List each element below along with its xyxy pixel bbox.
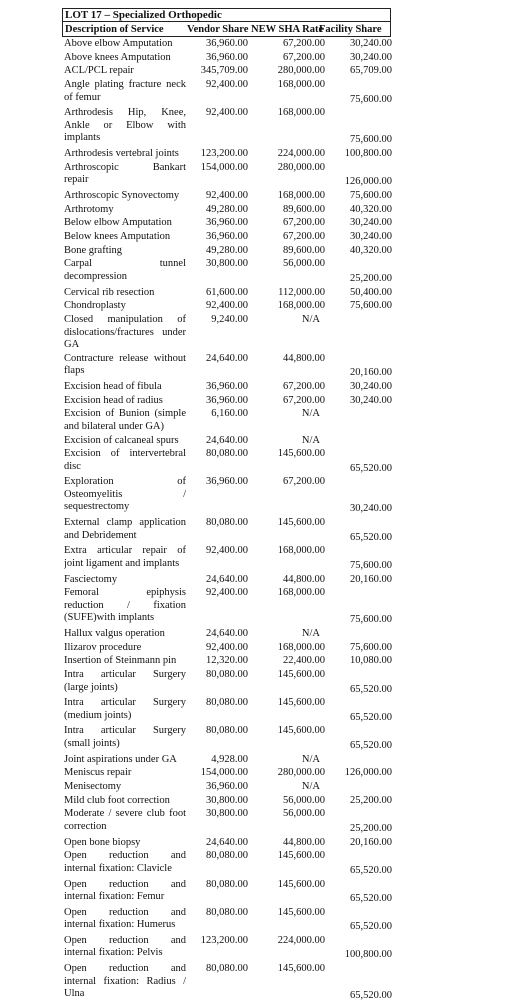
service-description	[64, 231, 186, 244]
description-line: internal fixation: Clavicle	[64, 862, 172, 874]
service-description	[64, 767, 186, 780]
service-description	[64, 879, 186, 904]
description-line: internal fixation: Pelvis	[64, 947, 163, 959]
description-line: Insertion of Steinmann pin	[64, 655, 177, 667]
service-description	[64, 435, 186, 448]
description-line: Carpal tunnel	[64, 258, 186, 270]
sha-rate: 145,600.00	[277, 906, 325, 918]
vendor-share: 123,200.00	[200, 934, 248, 946]
service-description	[64, 963, 186, 1001]
vendor-share: 80,080.00	[206, 725, 248, 737]
service-description	[64, 381, 186, 394]
service-description	[64, 781, 186, 794]
vendor-share: 24,640.00	[206, 434, 248, 446]
facility-share: 65,520.00	[350, 711, 392, 723]
service-description	[64, 725, 186, 750]
sha-rate: 224,000.00	[277, 934, 325, 946]
description-line: (small joints)	[64, 737, 120, 749]
description-line: Excision of intervertebral	[64, 448, 186, 460]
facility-share: 10,080.00	[350, 655, 392, 667]
sha-rate: 44,800.00	[283, 836, 325, 848]
facility-share: 75,600.00	[350, 559, 392, 571]
facility-share: 30,240.00	[350, 394, 392, 406]
description-line: Below elbow Amputation	[64, 217, 172, 229]
facility-share: 25,200.00	[350, 794, 392, 806]
description-line: (large joints)	[64, 681, 118, 693]
description-line: Excision head of radius	[64, 394, 163, 406]
sha-rate: 44,800.00	[283, 352, 325, 364]
description-line: and bilateral under GA)	[64, 420, 165, 432]
facility-share: 25,200.00	[350, 822, 392, 834]
description-line: Open reduction and	[64, 963, 186, 975]
service-description	[64, 545, 186, 570]
header-facility: Facility Share	[319, 24, 382, 35]
facility-share: 30,240.00	[350, 231, 392, 242]
service-description	[64, 754, 186, 767]
sha-rate: 67,200.00	[283, 51, 325, 63]
facility-share: 50,400.00	[350, 286, 392, 298]
description-line: Arthrotomy	[64, 203, 114, 215]
vendor-share: 80,080.00	[206, 963, 248, 975]
description-line: Osteomyelitis /	[64, 488, 186, 500]
sha-rate: 89,600.00	[283, 203, 325, 215]
facility-share: 126,000.00	[344, 767, 392, 779]
facility-share: 30,240.00	[350, 503, 392, 515]
service-description	[64, 162, 186, 187]
sha-rate: 145,600.00	[277, 669, 325, 680]
facility-share: 65,520.00	[350, 739, 392, 751]
service-description	[64, 217, 186, 230]
sha-rate: 112,000.00	[278, 286, 325, 298]
sha-rate: 168,000.00	[277, 641, 325, 653]
sha-rate: 22,400.00	[283, 655, 325, 667]
service-description	[64, 697, 186, 722]
sha-rate: 168,000.00	[277, 79, 325, 91]
sha-rate: 56,000.00	[283, 258, 325, 270]
description-line: Intra articular Surgery	[64, 725, 186, 737]
vendor-share: 80,080.00	[206, 906, 248, 918]
vendor-share: 80,080.00	[206, 448, 248, 460]
vendor-share: 36,960.00	[206, 781, 248, 792]
service-description	[64, 574, 186, 587]
description-line: reduction / fixation	[64, 599, 186, 611]
description-line: Ulna	[64, 988, 85, 1000]
description-line: Below knees Amputation	[64, 231, 171, 242]
facility-share: 65,520.00	[350, 893, 392, 904]
service-description	[64, 300, 186, 313]
description-line: dislocations/fractures under	[64, 326, 186, 338]
description-line: Menisectomy	[64, 781, 122, 792]
service-description	[64, 245, 186, 258]
description-line: Above knees Amputation	[64, 51, 171, 63]
service-description	[64, 353, 186, 378]
vendor-share: 12,320.00	[206, 655, 248, 667]
service-description	[64, 628, 186, 641]
vendor-share: 92,400.00	[206, 545, 248, 557]
vendor-share: 36,960.00	[206, 231, 248, 242]
description-line: Ankle or Elbow with	[64, 119, 186, 131]
service-description	[64, 795, 186, 808]
vendor-share: 36,960.00	[206, 51, 248, 63]
description-line: Joint aspirations under GA	[64, 753, 177, 765]
vendor-share: 92,400.00	[206, 189, 248, 201]
description-line: Fasciectomy	[64, 573, 118, 585]
vendor-share: 30,800.00	[206, 794, 248, 806]
vendor-share: 92,400.00	[206, 107, 248, 119]
service-description	[64, 655, 186, 668]
vendor-share: 4,928.00	[211, 753, 248, 765]
vendor-share: 92,400.00	[206, 300, 248, 312]
description-line: Arthrodesis vertebral joints	[64, 148, 179, 159]
sha-rate: 280,000.00	[277, 161, 325, 173]
vendor-share: 80,080.00	[206, 697, 248, 709]
description-line: of femur	[64, 91, 101, 103]
description-line: implants	[64, 132, 101, 144]
vendor-share: 345,709.00	[200, 65, 248, 77]
facility-share: 30,240.00	[350, 51, 392, 63]
service-description	[64, 38, 186, 51]
vendor-share: 49,280.00	[206, 244, 248, 256]
sha-rate: 145,600.00	[277, 448, 325, 460]
description-line: Above elbow Amputation	[64, 38, 173, 49]
sha-rate: 168,000.00	[277, 189, 325, 201]
sha-rate: N/A	[301, 434, 320, 446]
service-description	[64, 669, 186, 694]
service-description	[64, 448, 186, 473]
facility-share: 75,600.00	[350, 93, 392, 105]
facility-share: 75,600.00	[350, 641, 392, 653]
description-line: Closed manipulation of	[64, 314, 186, 325]
facility-share: 75,600.00	[350, 300, 392, 312]
sha-rate: 280,000.00	[277, 767, 325, 779]
facility-share: 65,520.00	[350, 531, 392, 543]
service-description	[64, 395, 186, 408]
vendor-share: 123,200.00	[200, 148, 248, 159]
vendor-share: 36,960.00	[206, 380, 248, 392]
vendor-share: 36,960.00	[206, 476, 248, 488]
facility-share: 100,800.00	[344, 148, 392, 159]
description-line: Cervical rib resection	[64, 286, 155, 298]
description-line: Open bone biopsy	[64, 836, 141, 848]
sha-rate: 145,600.00	[277, 697, 325, 709]
sha-rate: 168,000.00	[277, 107, 325, 119]
description-line: internal fixation: Humerus	[64, 919, 176, 931]
service-description	[64, 408, 186, 433]
description-line: Bone grafting	[64, 244, 123, 256]
facility-share: 65,520.00	[350, 921, 392, 933]
description-line: External clamp application	[64, 517, 186, 529]
service-description	[64, 287, 186, 300]
facility-share: 65,520.00	[350, 683, 392, 695]
sha-rate: 224,000.00	[277, 148, 325, 159]
vendor-share: 36,960.00	[206, 217, 248, 229]
vendor-share: 154,000.00	[200, 161, 248, 173]
service-description	[64, 204, 186, 217]
facility-share: 20,160.00	[350, 836, 392, 848]
service-description	[64, 517, 186, 542]
facility-share: 30,240.00	[350, 38, 392, 49]
sha-rate: 56,000.00	[283, 794, 325, 806]
sha-rate: 168,000.00	[277, 587, 325, 599]
sha-rate: N/A	[301, 781, 320, 792]
header-sha: NEW SHA Rate	[251, 24, 324, 35]
description-line: and Debridement	[64, 529, 137, 541]
lot-title: LOT 17 – Specialized Orthopedic	[62, 8, 391, 21]
sha-rate: N/A	[301, 753, 320, 765]
sha-rate: 145,600.00	[277, 517, 325, 529]
description-line: Open reduction and	[64, 850, 186, 862]
description-line: (SUFE)with implants	[64, 612, 155, 624]
sha-rate: 44,800.00	[283, 573, 325, 585]
vendor-share: 6,160.00	[211, 408, 248, 420]
vendor-share: 49,280.00	[206, 203, 248, 215]
vendor-share: 92,400.00	[206, 641, 248, 653]
description-line: Contracture release without	[64, 352, 186, 364]
description-line: Arthroscopic Bankart	[64, 161, 186, 173]
sha-rate: 67,200.00	[283, 394, 325, 406]
description-line: Excision head of fibula	[64, 380, 162, 392]
description-line: Intra articular Surgery	[64, 669, 186, 680]
service-description	[64, 52, 186, 65]
description-line: Exploration of	[64, 476, 186, 488]
vendor-share: 80,080.00	[206, 878, 248, 890]
service-description	[64, 935, 186, 960]
sha-rate: 145,600.00	[277, 878, 325, 890]
description-line: joint ligament and implants	[64, 557, 180, 569]
facility-share: 40,320.00	[350, 203, 392, 215]
service-description	[64, 837, 186, 850]
sha-rate: 67,200.00	[283, 38, 325, 49]
facility-share: 65,520.00	[350, 864, 392, 876]
service-description	[64, 314, 186, 352]
vendor-share: 30,800.00	[206, 808, 248, 820]
sha-rate: 67,200.00	[283, 476, 325, 488]
sha-rate: 280,000.00	[277, 65, 325, 77]
sha-rate: N/A	[301, 408, 320, 420]
description-line: Open reduction and	[64, 934, 186, 946]
vendor-share: 92,400.00	[206, 587, 248, 599]
description-line: Mild club foot correction	[64, 794, 170, 806]
service-description	[64, 107, 186, 145]
description-line: GA	[64, 339, 80, 350]
service-description	[64, 907, 186, 932]
header-vendor: Vendor Share	[187, 24, 249, 35]
vendor-share: 24,640.00	[206, 627, 248, 639]
description-line: Moderate / severe club foot	[64, 808, 186, 820]
description-line: Excision of calcaneal spurs	[64, 434, 179, 446]
facility-share: 30,240.00	[350, 380, 392, 392]
vendor-share: 30,800.00	[206, 258, 248, 270]
description-line: ACL/PCL repair	[64, 65, 134, 77]
sha-rate: 168,000.00	[277, 300, 325, 312]
description-line: Angle plating fracture neck	[64, 79, 186, 91]
service-description	[64, 65, 186, 78]
sha-rate: 145,600.00	[277, 850, 325, 862]
facility-share: 75,600.00	[350, 189, 392, 201]
service-description	[64, 258, 186, 283]
facility-share: 20,160.00	[350, 367, 392, 379]
vendor-share: 80,080.00	[206, 850, 248, 862]
sha-rate: N/A	[301, 314, 320, 325]
vendor-share: 9,240.00	[211, 314, 248, 325]
facility-share: 65,520.00	[350, 462, 392, 474]
description-line: Excision of Bunion (simple	[64, 408, 186, 420]
sha-rate: 168,000.00	[277, 545, 325, 557]
facility-share: 20,160.00	[350, 573, 392, 585]
facility-share: 75,600.00	[350, 614, 392, 626]
service-description	[64, 642, 186, 655]
vendor-share: 24,640.00	[206, 352, 248, 364]
vendor-share: 80,080.00	[206, 517, 248, 529]
description-line: sequestrectomy	[64, 501, 130, 513]
facility-share: 75,600.00	[350, 134, 392, 146]
vendor-share: 61,600.00	[206, 286, 248, 298]
description-line: Hallux valgus operation	[64, 627, 165, 639]
vendor-share: 36,960.00	[206, 38, 248, 49]
vendor-share: 154,000.00	[200, 767, 248, 779]
description-line: correction	[64, 820, 107, 832]
description-line: Femoral epiphysis	[64, 587, 186, 599]
description-line: Extra articular repair of	[64, 545, 186, 557]
sha-rate: 67,200.00	[283, 231, 325, 242]
vendor-share: 80,080.00	[206, 669, 248, 680]
sha-rate: 89,600.00	[283, 244, 325, 256]
description-line: Ilizarov procedure	[64, 641, 142, 653]
service-description	[64, 587, 186, 625]
facility-share: 126,000.00	[344, 176, 392, 188]
service-description	[64, 190, 186, 203]
description-line: Arthroscopic Synovectomy	[64, 189, 180, 201]
facility-share: 100,800.00	[344, 949, 392, 961]
facility-share: 40,320.00	[350, 244, 392, 256]
service-description	[64, 148, 186, 161]
service-description	[64, 79, 186, 104]
description-line: Arthrodesis Hip, Knee,	[64, 107, 186, 119]
vendor-share: 92,400.00	[206, 79, 248, 91]
description-line: flaps	[64, 365, 85, 377]
description-line: internal fixation: Femur	[64, 891, 165, 902]
description-line: internal fixation: Radius /	[64, 975, 186, 987]
description-line: decompression	[64, 270, 127, 282]
service-description	[64, 476, 186, 514]
vendor-share: 24,640.00	[206, 573, 248, 585]
sha-rate: 67,200.00	[283, 380, 325, 392]
description-line: Open reduction and	[64, 878, 186, 890]
description-line: (medium joints)	[64, 709, 132, 721]
header-description: Description of Service	[65, 24, 164, 35]
facility-share: 65,520.00	[350, 990, 392, 1002]
sha-rate: N/A	[301, 627, 320, 639]
description-line: Meniscus repair	[64, 767, 132, 779]
description-line: Intra articular Surgery	[64, 697, 186, 709]
description-line: Open reduction and	[64, 906, 186, 918]
description-line: repair	[64, 174, 89, 186]
description-line: Chondroplasty	[64, 300, 126, 312]
facility-share: 25,200.00	[350, 272, 392, 284]
description-line: disc	[64, 460, 81, 472]
service-description	[64, 850, 186, 875]
service-description	[64, 808, 186, 833]
sha-rate: 67,200.00	[283, 217, 325, 229]
table-header	[62, 21, 391, 37]
vendor-share: 36,960.00	[206, 394, 248, 406]
facility-share: 65,709.00	[350, 65, 392, 77]
sha-rate: 56,000.00	[283, 808, 325, 820]
vendor-share: 24,640.00	[206, 836, 248, 848]
sha-rate: 145,600.00	[277, 725, 325, 737]
facility-share: 30,240.00	[350, 217, 392, 229]
sha-rate: 145,600.00	[277, 963, 325, 975]
